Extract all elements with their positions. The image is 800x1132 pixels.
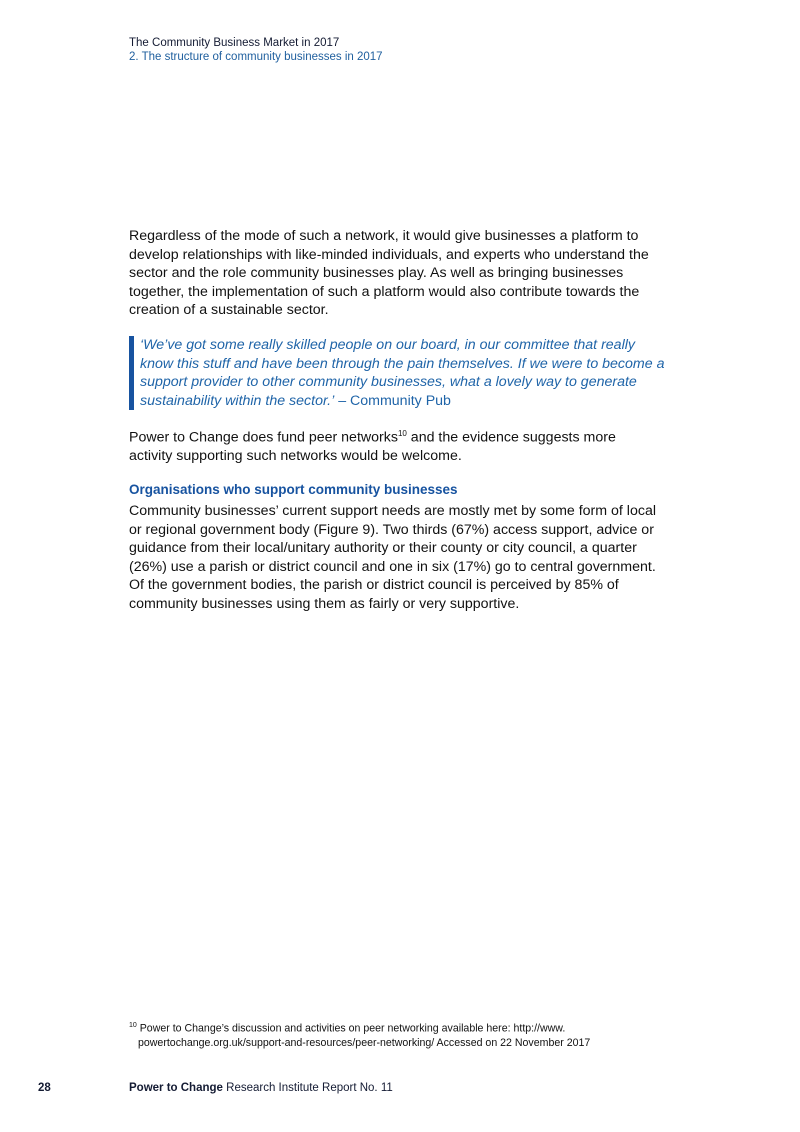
paragraph-text: and the evidence suggests more activity supporting such networks would be welcome. xyxy=(129,429,616,465)
report-footer xyxy=(129,1082,393,1094)
paragraph-text: Power to Change does fund peer networks xyxy=(129,429,398,446)
quote-text: ‘We’ve got some really skilled people on our board, in our committee that really know this stuff and have been through the pain themselves. If we were to become a support provider to other community businesses, what a lovely way to generate sustainability within the sector.’ xyxy=(140,337,665,409)
page-number: 28 xyxy=(38,1082,51,1094)
footnote-number: 10 xyxy=(129,1022,137,1029)
report-title: The Community Business Market in 2017 xyxy=(129,37,340,49)
org-name: Power to Change xyxy=(129,1082,223,1094)
section-subheading: Organisations who support community businesses xyxy=(129,482,458,497)
footnote-text: Power to Change’s discussion and activities on peer networking available here: http://www. xyxy=(136,1022,566,1035)
pull-quote xyxy=(129,336,670,410)
footnote xyxy=(129,1019,649,1050)
running-header xyxy=(129,36,383,64)
footnote-reference[interactable]: 10 xyxy=(397,429,407,438)
paragraph-network-platform: Regardless of the mode of such a network, it would give businesses a platform to develop relationships with like-minded individuals, and experts who understand the sector and the role community businesses play. As well as bringing businesses together, the implementation of such a platform would also contribute towards the creation of a sustainable sector. xyxy=(129,228,649,319)
paragraph-peer-networks xyxy=(129,425,659,466)
paragraph-support-needs: Community businesses’ current support needs are mostly met by some form of local or regional government body (Figure 9). Two thirds (67%) access support, advice or guidance from their local/unitary authority or their county or city council, a quarter (26%) use a parish or district council and one in six (17%) go to central government. Of the government bodies, the parish or district council is perceived by 85% of community businesses using them as fairly or very supportive. xyxy=(129,503,656,612)
quote-attribution: – Community Pub xyxy=(334,392,451,409)
footnote-url[interactable]: powertochange.org.uk/support-and-resources/peer-networking/ Accessed on 22 November 2017 xyxy=(138,1036,591,1049)
report-name: Research Institute Report No. 11 xyxy=(222,1082,393,1094)
section-title: 2. The structure of community businesses in 2017 xyxy=(129,51,383,63)
